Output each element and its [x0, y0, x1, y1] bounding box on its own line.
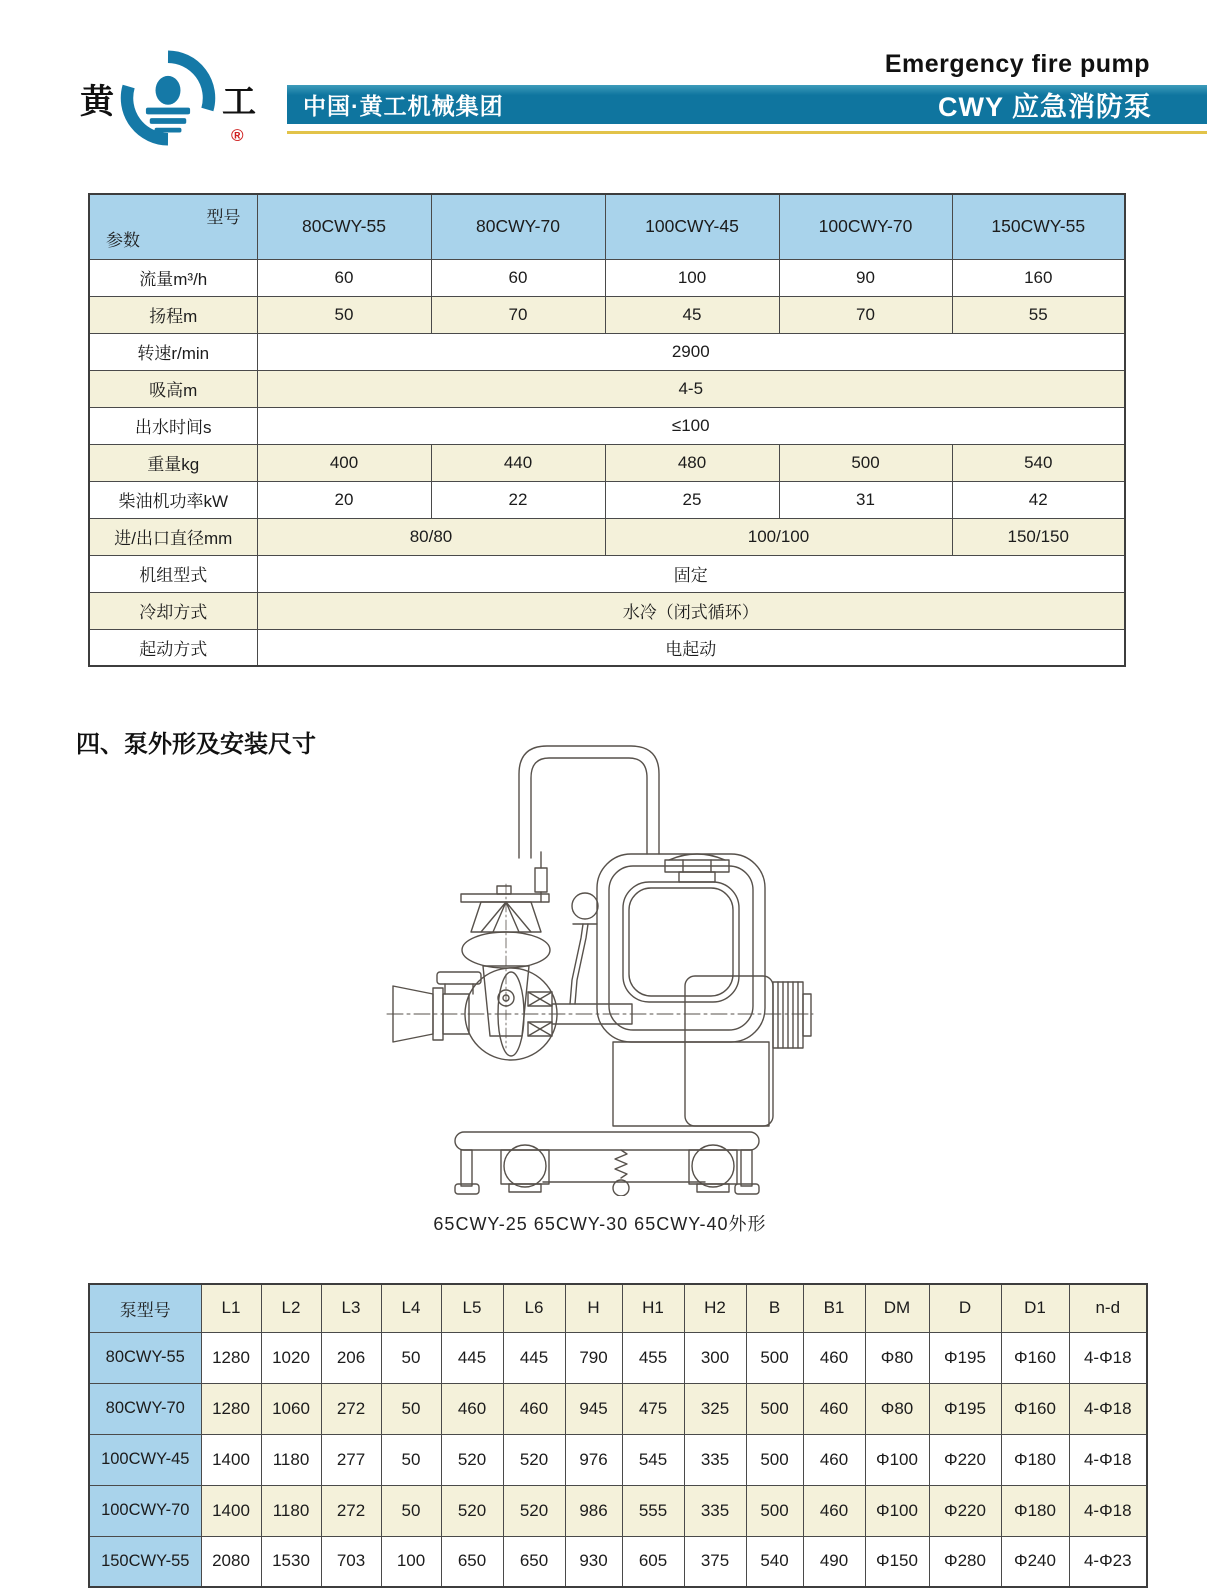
- spec-cell: 50: [257, 296, 431, 333]
- dim-cell: 1180: [261, 1434, 321, 1485]
- spec-cell: 480: [605, 444, 779, 481]
- dim-col-header: B: [746, 1284, 803, 1332]
- dim-row: [89, 1485, 1147, 1536]
- spec-corner-model-label: 型号: [206, 208, 241, 227]
- dim-cell: Φ195: [929, 1383, 1001, 1434]
- spec-header-row: [89, 194, 1125, 259]
- figure-caption: 65CWY-25 65CWY-30 65CWY-40外形: [433, 1214, 767, 1234]
- spec-cell: 固定: [257, 555, 1125, 592]
- dim-cell: 460: [441, 1383, 503, 1434]
- dim-cell: 520: [441, 1485, 503, 1536]
- dim-cell: 790: [565, 1332, 622, 1383]
- dim-col-header: H1: [622, 1284, 684, 1332]
- spec-cell: 60: [257, 259, 431, 296]
- dim-cell: 605: [622, 1536, 684, 1587]
- spec-row-label: 机组型式: [89, 555, 257, 592]
- dim-cell: 300: [684, 1332, 746, 1383]
- spec-cell: 20: [257, 481, 431, 518]
- spec-model-header: 100CWY-70: [779, 194, 952, 259]
- dim-cell: 986: [565, 1485, 622, 1536]
- dim-cell: 1060: [261, 1383, 321, 1434]
- section-title: 四、泵外形及安装尺寸: [76, 731, 316, 758]
- spec-cell: 100/100: [605, 518, 952, 555]
- dim-col-header: DM: [865, 1284, 929, 1332]
- spec-cell: 440: [431, 444, 605, 481]
- dim-cell: 500: [746, 1332, 803, 1383]
- registered-mark-icon: ®: [231, 126, 244, 145]
- dim-cell: 50: [381, 1383, 441, 1434]
- dim-cell: 520: [503, 1485, 565, 1536]
- dim-col-header: L5: [441, 1284, 503, 1332]
- spec-cell: 22: [431, 481, 605, 518]
- dim-col-header: L4: [381, 1284, 441, 1332]
- spec-cell: 160: [952, 259, 1125, 296]
- dim-cell: 1400: [201, 1434, 261, 1485]
- dim-cell: 335: [684, 1485, 746, 1536]
- dim-cell: 1280: [201, 1383, 261, 1434]
- company-logo: [80, 48, 270, 148]
- spec-row: [89, 518, 1125, 555]
- spec-row: [89, 555, 1125, 592]
- dim-cell: 930: [565, 1536, 622, 1587]
- dim-col-header: H: [565, 1284, 622, 1332]
- spec-row: [89, 444, 1125, 481]
- spec-cell: 100: [605, 259, 779, 296]
- spec-model-header: 80CWY-55: [257, 194, 431, 259]
- dim-cell: 460: [803, 1383, 865, 1434]
- spec-row-label: 起动方式: [89, 629, 257, 666]
- spec-model-header: 100CWY-45: [605, 194, 779, 259]
- dim-cell: 520: [441, 1434, 503, 1485]
- dim-cell: Φ100: [865, 1434, 929, 1485]
- dim-cell: 1020: [261, 1332, 321, 1383]
- product-title-cn: CWY 应急消防泵: [937, 92, 1152, 122]
- spec-cell: 45: [605, 296, 779, 333]
- dim-cell: 500: [746, 1434, 803, 1485]
- dim-cell: Φ220: [929, 1434, 1001, 1485]
- dim-row-model: 100CWY-45: [89, 1434, 201, 1485]
- dim-cell: 460: [803, 1332, 865, 1383]
- spec-row: [89, 259, 1125, 296]
- dim-cell: Φ240: [1001, 1536, 1069, 1587]
- spec-cell: 540: [952, 444, 1125, 481]
- dim-cell: Φ280: [929, 1536, 1001, 1587]
- spec-cell: 2900: [257, 333, 1125, 370]
- spec-row-label: 吸高m: [89, 370, 257, 407]
- dim-col-header: L1: [201, 1284, 261, 1332]
- spec-cell: 90: [779, 259, 952, 296]
- dim-cell: 540: [746, 1536, 803, 1587]
- company-name: 中国·黄工机械集团: [303, 93, 504, 119]
- dim-cell: 272: [321, 1383, 381, 1434]
- dim-cell: 703: [321, 1536, 381, 1587]
- dim-cell: 50: [381, 1332, 441, 1383]
- dim-cell: Φ80: [865, 1332, 929, 1383]
- dim-cell: Φ195: [929, 1332, 1001, 1383]
- dim-cell: Φ220: [929, 1485, 1001, 1536]
- logo-char-right: 工: [222, 82, 256, 121]
- spec-cell: 150/150: [952, 518, 1125, 555]
- dim-cell: 2080: [201, 1536, 261, 1587]
- spec-row: [89, 629, 1125, 666]
- dim-col-header: B1: [803, 1284, 865, 1332]
- spec-cell: 电起动: [257, 629, 1125, 666]
- dim-cell: 445: [503, 1332, 565, 1383]
- dim-col-header: L2: [261, 1284, 321, 1332]
- dim-cell: Φ180: [1001, 1485, 1069, 1536]
- logo-emblem-icon: [120, 50, 216, 146]
- dim-cell: 976: [565, 1434, 622, 1485]
- dim-cell: 4-Φ18: [1069, 1332, 1147, 1383]
- dim-row-model: 80CWY-55: [89, 1332, 201, 1383]
- spec-cell: 31: [779, 481, 952, 518]
- dim-cell: 50: [381, 1434, 441, 1485]
- pump-outline-drawing: [385, 736, 815, 1196]
- spec-row: [89, 333, 1125, 370]
- spec-row-label: 转速r/min: [89, 333, 257, 370]
- spec-model-header: 80CWY-70: [431, 194, 605, 259]
- dim-cell: 490: [803, 1536, 865, 1587]
- dimension-table: [88, 1283, 1148, 1588]
- spec-row-label: 柴油机功率kW: [89, 481, 257, 518]
- spec-table: [88, 193, 1126, 667]
- spec-row: [89, 296, 1125, 333]
- spec-cell: 水冷（闭式循环）: [257, 592, 1125, 629]
- dim-cell: 455: [622, 1332, 684, 1383]
- dim-cell: 460: [803, 1434, 865, 1485]
- dim-cell: 206: [321, 1332, 381, 1383]
- dim-cell: 277: [321, 1434, 381, 1485]
- dim-cell: 1180: [261, 1485, 321, 1536]
- dim-col-header: L3: [321, 1284, 381, 1332]
- dim-row: [89, 1434, 1147, 1485]
- dim-row: [89, 1383, 1147, 1434]
- spec-row-label: 重量kg: [89, 444, 257, 481]
- dim-row: [89, 1332, 1147, 1383]
- dim-cell: 335: [684, 1434, 746, 1485]
- dim-header-row: [89, 1284, 1147, 1332]
- dim-row-model: 100CWY-70: [89, 1485, 201, 1536]
- dim-cell: 545: [622, 1434, 684, 1485]
- dim-row: [89, 1536, 1147, 1587]
- spec-row: [89, 592, 1125, 629]
- dim-cell: Φ160: [1001, 1383, 1069, 1434]
- dim-cell: 460: [503, 1383, 565, 1434]
- spec-cell: 70: [779, 296, 952, 333]
- spec-row-label: 流量m³/h: [89, 259, 257, 296]
- dim-row-model: 80CWY-70: [89, 1383, 201, 1434]
- spec-corner-cell: [89, 194, 257, 259]
- spec-cell: 4-5: [257, 370, 1125, 407]
- spec-row: [89, 481, 1125, 518]
- spec-cell: 60: [431, 259, 605, 296]
- dim-cell: 50: [381, 1485, 441, 1536]
- dim-cell: 460: [803, 1485, 865, 1536]
- spec-row-label: 出水时间s: [89, 407, 257, 444]
- spec-corner-param-label: 参数: [106, 230, 140, 250]
- divider-line: [287, 131, 1207, 134]
- dim-cell: 4-Φ18: [1069, 1434, 1147, 1485]
- spec-cell: 55: [952, 296, 1125, 333]
- dim-cell: 500: [746, 1485, 803, 1536]
- product-title-en: Emergency fire pump: [884, 50, 1150, 78]
- dim-cell: 1280: [201, 1332, 261, 1383]
- logo-char-left: 黄: [80, 82, 114, 121]
- dim-cell: 500: [746, 1383, 803, 1434]
- spec-model-header: 150CWY-55: [952, 194, 1125, 259]
- spec-cell: 42: [952, 481, 1125, 518]
- dim-cell: 1530: [261, 1536, 321, 1587]
- dim-cell: 555: [622, 1485, 684, 1536]
- dim-cell: 272: [321, 1485, 381, 1536]
- dim-cell: 650: [503, 1536, 565, 1587]
- dim-row-model: 150CWY-55: [89, 1536, 201, 1587]
- spec-cell: 25: [605, 481, 779, 518]
- spec-cell: 500: [779, 444, 952, 481]
- dim-cell: 325: [684, 1383, 746, 1434]
- spec-row-label: 冷却方式: [89, 592, 257, 629]
- dim-cell: Φ150: [865, 1536, 929, 1587]
- dim-cell: Φ100: [865, 1485, 929, 1536]
- dim-col-header: D: [929, 1284, 1001, 1332]
- spec-row-label: 扬程m: [89, 296, 257, 333]
- dim-cell: 445: [441, 1332, 503, 1383]
- spec-cell: 80/80: [257, 518, 605, 555]
- dim-cell: 520: [503, 1434, 565, 1485]
- dim-cell: 945: [565, 1383, 622, 1434]
- dim-cell: 1400: [201, 1485, 261, 1536]
- dim-cell: Φ180: [1001, 1434, 1069, 1485]
- spec-cell: 400: [257, 444, 431, 481]
- dim-cell: Φ160: [1001, 1332, 1069, 1383]
- dim-cell: 375: [684, 1536, 746, 1587]
- spec-cell: 70: [431, 296, 605, 333]
- dim-cell: 4-Φ23: [1069, 1536, 1147, 1587]
- spec-row-label: 进/出口直径mm: [89, 518, 257, 555]
- dim-cell: 4-Φ18: [1069, 1383, 1147, 1434]
- dim-col-header: L6: [503, 1284, 565, 1332]
- dim-cell: 475: [622, 1383, 684, 1434]
- dim-cell: 4-Φ18: [1069, 1485, 1147, 1536]
- header-banner: [287, 85, 1207, 124]
- spec-cell: ≤100: [257, 407, 1125, 444]
- dim-cell: Φ80: [865, 1383, 929, 1434]
- dim-cell: 100: [381, 1536, 441, 1587]
- dim-col-header: D1: [1001, 1284, 1069, 1332]
- dim-col-header: n-d: [1069, 1284, 1147, 1332]
- dim-corner-header: 泵型号: [89, 1284, 201, 1332]
- spec-row: [89, 407, 1125, 444]
- dim-col-header: H2: [684, 1284, 746, 1332]
- spec-row: [89, 370, 1125, 407]
- dim-cell: 650: [441, 1536, 503, 1587]
